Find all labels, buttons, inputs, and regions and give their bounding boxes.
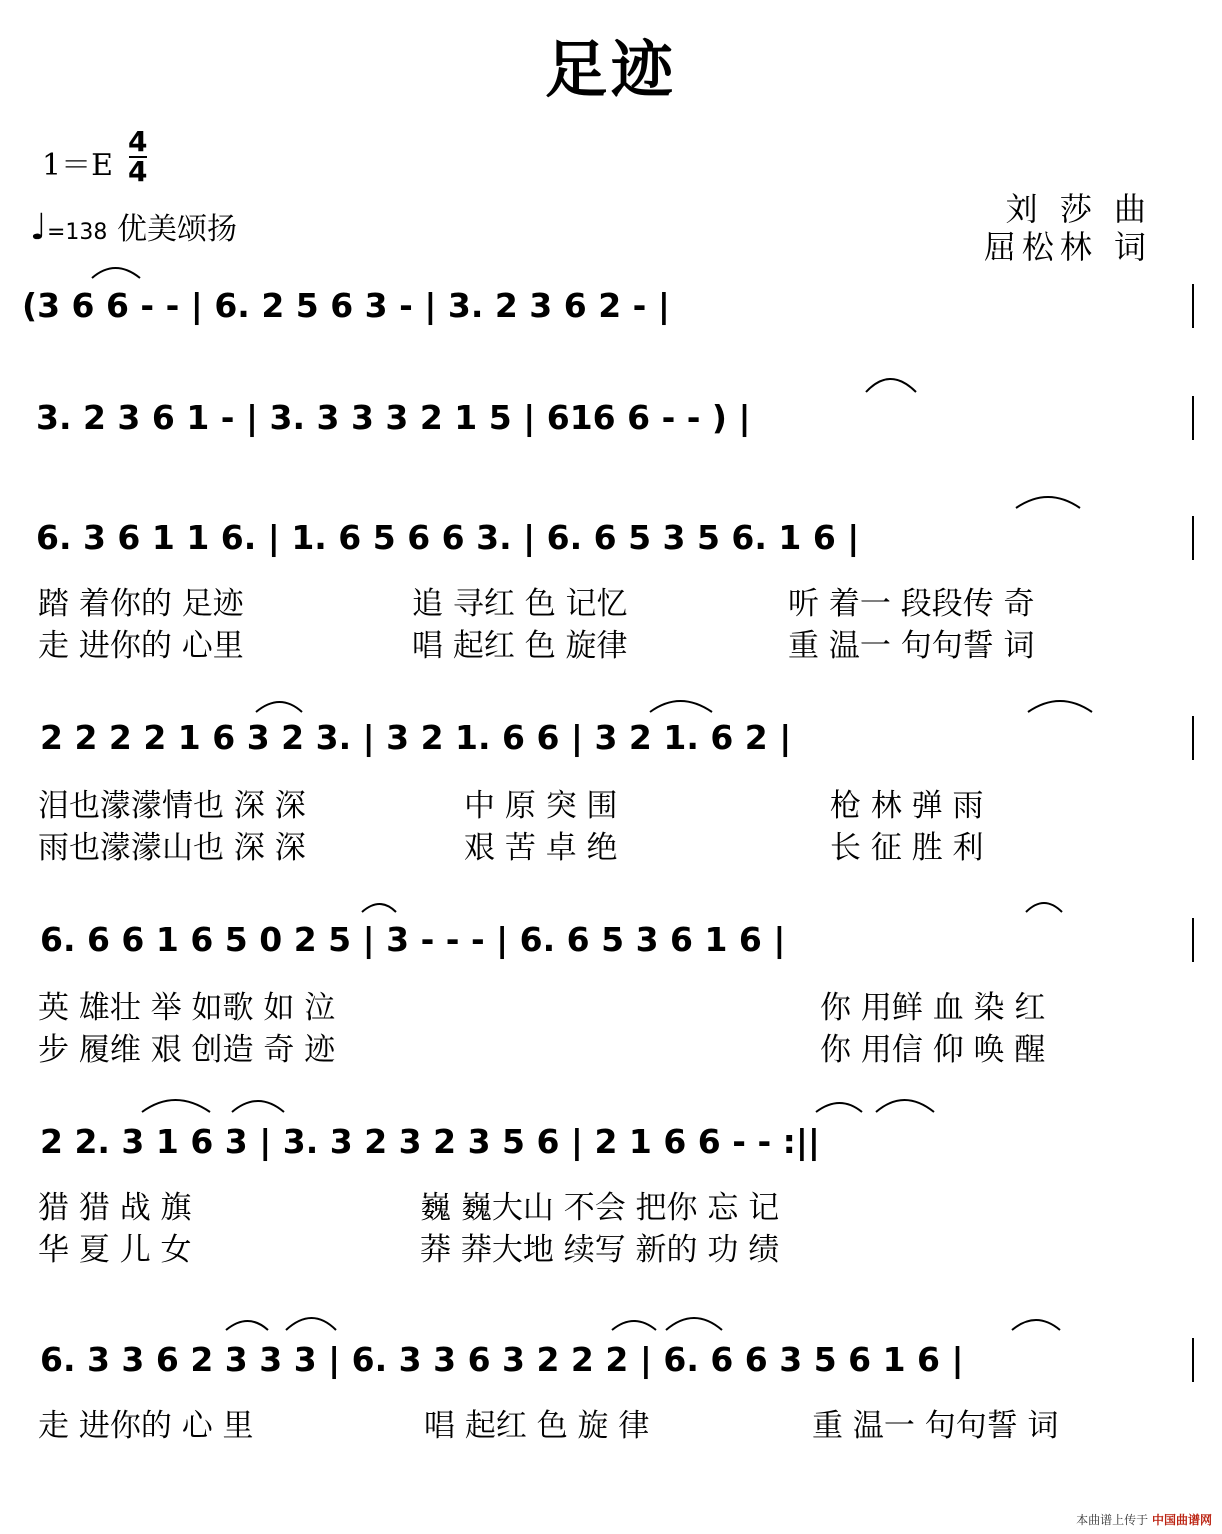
barline [1192,396,1194,440]
time-signature: 4 4 [128,125,148,188]
lyric-v2-m3: 重 温一 句句誓 词 [788,628,1035,664]
lyric-v1-m4: 泪也濛濛情也 深 深 [38,788,306,824]
barline [1192,716,1194,760]
lyric-v1-m9: 猎 猎 战 旗 [38,1190,192,1226]
quarter-note-icon: ♩ [30,207,47,248]
slur-mark [666,1318,722,1330]
lyricist-credit: 屈松林 词 [983,228,1152,266]
tempo-marking: ♩=138 优美颂扬 [30,207,237,248]
barline [1192,516,1194,560]
slur-mark [612,1321,656,1330]
key-signature: 1＝E [42,148,113,183]
lyric-v1-m2: 追 寻红 色 记忆 [412,586,628,622]
lyric-v1-m5: 中 原 突 围 [464,788,618,824]
barline [1192,284,1194,328]
notation-line-2: 3. 2 3 6 1 - | 3. 3 3 3 2 1 5 | 616 6 - - ) | [36,398,751,437]
slur-mark [876,1100,934,1112]
lyric-v1-m7: 英 雄壮 举 如歌 如 泣 [38,990,336,1026]
lyric-v2-m8: 你 用信 仰 唤 醒 [820,1032,1046,1068]
lyric-v1-m8: 你 用鲜 血 染 红 [820,990,1046,1026]
barline [1192,918,1194,962]
slur-mark [286,1318,336,1330]
slur-mark [362,904,396,912]
notation-line-3: 6. 3 6 1 1 6. | 1. 6 5 6 6 3. | 6. 6 5 3 5 6. 1 6 | [36,518,860,557]
slur-mark [1012,1320,1060,1330]
barline [1192,1338,1194,1382]
lyric-v1-m10: 巍 巍大山 不会 把你 忘 记 [420,1190,780,1226]
notation-line-6: 2 2. 3 1 6 3 | 3. 3 2 3 2 3 5 6 | 2 1 6 6 - - :|| [40,1122,820,1161]
lyric-v2-m10: 莽 莽大地 续写 新的 功 绩 [420,1232,780,1268]
slur-mark [816,1103,862,1112]
footer-credit: 本曲谱上传于 中国曲谱网 [1076,1513,1212,1527]
notation-line-7: 6. 3 3 6 2 3 3 3 | 6. 3 3 6 3 2 2 2 | 6. 6 6 3 5 6 1 6 | [40,1340,964,1379]
slur-mark [232,1101,284,1112]
slur-mark [142,1100,210,1112]
lyric-v2-m6: 长 征 胜 利 [830,830,984,866]
slur-mark [226,1321,268,1330]
lyric-v2-m5: 艰 苦 卓 绝 [464,830,618,866]
lyric-v1-m6: 枪 林 弹 雨 [830,788,984,824]
lyric-v2-m4: 雨也濛濛山也 深 深 [38,830,306,866]
page-title: 足迹 [544,33,677,106]
slur-mark [1026,903,1062,912]
slur-mark [1028,701,1092,712]
notation-line-1: (3 6 6 - - | 6. 2 5 6 3 - | 3. 2 3 6 2 - | [22,286,670,325]
lyric-v1-m3: 听 着一 段段传 奇 [788,586,1035,622]
lyric-v1-m1: 踏 着你的 足迹 [38,586,244,622]
lyric-v2-m9: 华 夏 儿 女 [38,1232,192,1268]
lyric-v1-m12: 唱 起红 色 旋 律 [424,1408,650,1444]
slur-mark [866,379,916,392]
site-logo: 中国曲谱网 [1151,1513,1212,1527]
lyric-v1-m11: 走 进你的 心 里 [38,1408,254,1444]
notation-line-4: 2 2 2 2 1 6 3 2 3. | 3 2 1. 6 6 | 3 2 1. 6 2 | [40,718,792,757]
lyric-v2-m2: 唱 起红 色 旋律 [412,628,628,664]
lyric-v2-m7: 步 履维 艰 创造 奇 迹 [38,1032,336,1068]
slur-mark [1016,497,1080,508]
lyric-v2-m1: 走 进你的 心里 [38,628,244,664]
notation-line-5: 6. 6 6 1 6 5 0 2 5 | 3 - - - | 6. 6 5 3 6 1 6 | [40,920,786,959]
lyric-v1-m13: 重 温一 句句誓 词 [812,1408,1059,1444]
slur-mark [650,701,712,712]
slur-mark [92,268,140,278]
slur-mark [256,702,302,712]
composer-credit: 刘 莎 曲 [1005,190,1152,228]
